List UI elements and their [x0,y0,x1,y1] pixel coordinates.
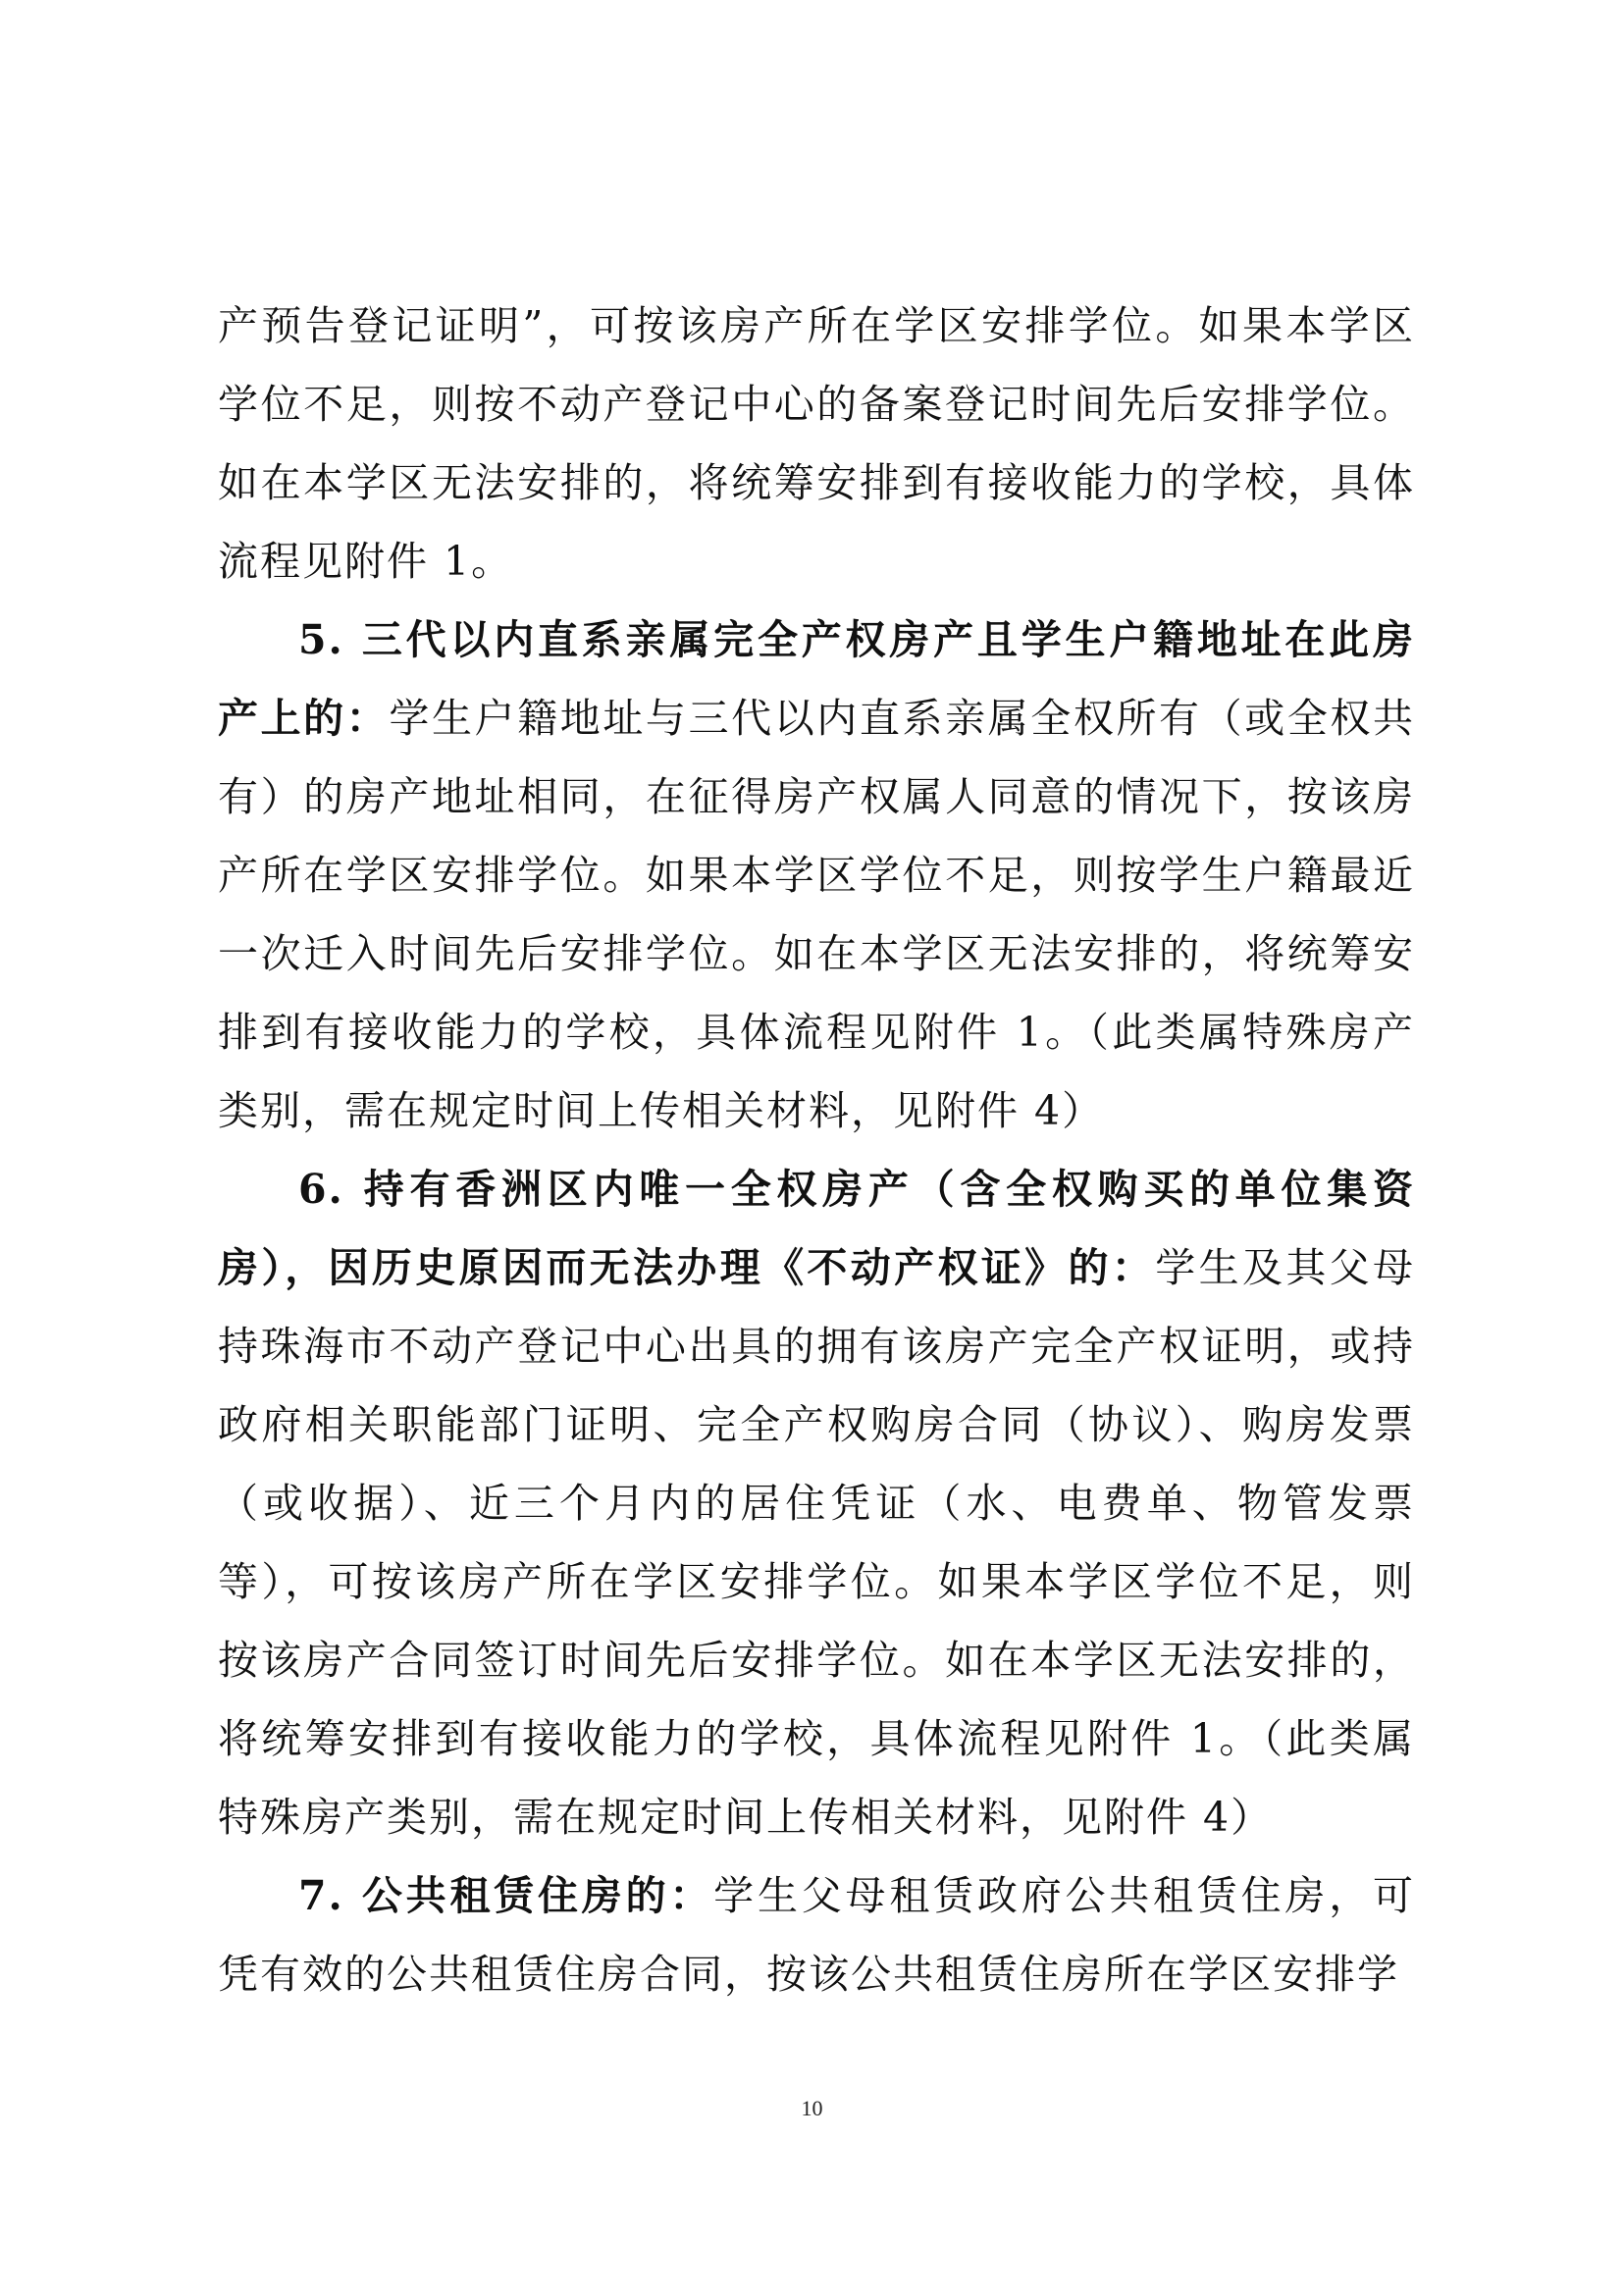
paragraph-body: 学生父母租赁政府公共租赁住房，可凭有效的公共租赁住房合同，按该公共租赁住房所在学区安排学 [218,1872,1415,1998]
paragraph-body: 产预告登记证明”，可按该房产所在学区安排学位。如果本学区学位不足，则按不动产登记中心的备案登记时间先后安排学位。如在本学区无法安排的，将统筹安排到有接收能力的学校，具体流程见附件 1。 [218,302,1415,585]
page-body [218,287,1415,2013]
paragraph-continued [218,287,1415,600]
paragraph-item-6 [218,1150,1415,1856]
paragraph-body: 学生户籍地址与三代以内直系亲属全权所有（或全权共有）的房产地址相同，在征得房产权属人同意的情况下，按该房产所在学区安排学位。如果本学区学位不足，则按学生户籍最近一次迁入时间先后安排学位。如在本学区无法安排的，将统筹安排到有接收能力的学校，具体流程见附件 1。（此类属特殊房产类别，需在规定时间上传相关材料，见附件 4） [218,695,1416,1134]
paragraph-heading: 6. 持有香洲区内唯一全权房产（含全权购买的单位集资房），因历史原因而无法办理《不动产权证》的： [218,1166,1415,1291]
paragraph-body: 学生及其父母持珠海市不动产登记中心出具的拥有该房产完全产权证明，或持政府相关职能部门证明、完全产权购房合同（协议）、购房发票（或收据）、近三个月内的居住凭证（水、电费单、物管发票等），可按该房产所在学区安排学位。如果本学区学位不足，则按该房产合同签订时间先后安排学位。如在本学区无法安排的，将统筹安排到有接收能力的学校，具体流程见附件 1。（此类属特殊房产类别，需在规定时间上传相关材料，见附件 4） [218,1244,1416,1841]
paragraph-item-7 [218,1856,1415,2013]
paragraph-item-5 [218,600,1415,1150]
paragraph-heading: 5. 三代以内直系亲属完全产权房产且学生户籍地址在此房产上的： [218,616,1415,742]
page-number: 10 [801,2096,823,2120]
paragraph-heading: 7. 公共租赁住房的： [298,1872,714,1919]
